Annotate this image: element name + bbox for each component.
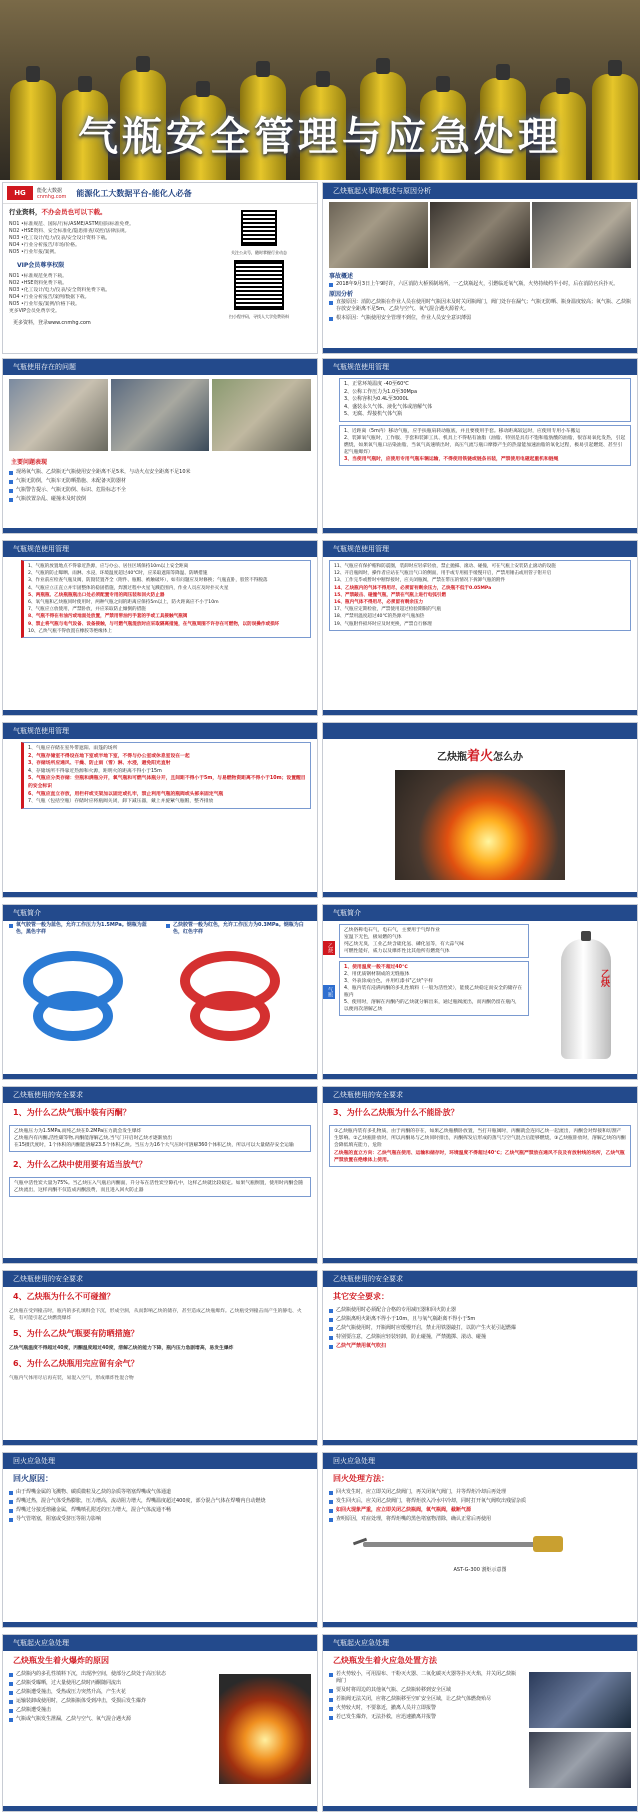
method-item: 要及时将周边的其他氧气瓶、乙炔瓶转移到安全区域 [336,1687,452,1693]
spec-item: 3、公称容积为0.4L至3000L [344,396,409,402]
answer: 气瓶中活性炭大量为75%。当乙炔压入气瓶后丙酮面，升分布在活性炭空隙孔中，这样乙炔就比较稳定。如果气瓶倒置，使用时丙酮会随乙炔流出，这样丙酮不仅造成丙酮浪费，而且进入回火防止器 [9,1177,311,1197]
vip-title: VIP会员尊享权限 [17,262,65,269]
firefighter-photo [529,1672,631,1728]
reason-item: 焊嘴过热，混合气体受热膨胀，压力增高，流动阻力增大，焊嘴温度超过400度，部分混合气体在焊嘴内自动燃烧 [16,1498,266,1504]
slide-accident [322,182,638,354]
cause-title: 乙炔瓶发生着火爆炸的原因 [13,1656,109,1665]
vip-item: NO3 •化工设计/电力/仪表/安全设计资料下载。 [9,236,111,241]
question: 1、为什么乙炔气瓶中装有丙酮？ [13,1108,131,1117]
reason-title: 回火原因： [13,1474,53,1483]
cause-item: 运输装卸或使用时，乙炔瓶瓶体受到冲击，受损后发生爆炸 [16,1698,147,1704]
cause-item: 根本原因：气瓶使用安全管理不到位，作业人员安全意识薄弱 [336,315,472,321]
act-title: 回火处理方法： [333,1474,389,1483]
torch-diagram [353,1528,607,1562]
act-item: 发生回火后，应关闭乙炔阀门，将焊炬放入冷水中冷却，同时打开氧气阀吹出残留杂质 [336,1498,527,1504]
vip-item: NO5 •行业年报/案例。 [9,250,59,255]
oxygen-hose-image [33,991,113,1041]
slide-acetylene-4 [322,1270,638,1446]
rule-item: 7、气瓶应立放使用，严禁卧放，并应采取防止倾倒的措施 [28,607,146,613]
spec-item: 1、正常环境温度 -40至60℃ [344,381,409,387]
usage-item: 3、外表涂成白色，并用红漆书"乙炔"字样 [344,979,434,984]
vip-item: NO3 •化工设计/电力/仪表/安全资料免费下载。 [9,288,111,293]
brand-logo-text: 能化大数据 [37,187,63,194]
rule-item: 5、两瓶瓶、乙炔瓶瓶瓶出口处必须配置专用的阀压装和回火防止器 [28,592,165,598]
acetylene-cylinder-image [561,939,611,1059]
slide-header: 回火应急处理 [323,1453,637,1469]
act-item: 回火发生时，应立即关闭乙炔阀门，再关闭氧气阀门，并等焊炬冷却后再处理 [336,1489,507,1495]
extra-title: 其它安全要求： [333,1292,389,1301]
cause-item: 气瓶或气瓶发生泄漏，乙炔与空气、氧气混合遇火源 [16,1716,132,1722]
slide-header: 乙炔瓶使用的安全要求 [3,1087,317,1103]
vip-item: NO5 •行业年报/案例/价格下载。 [9,302,80,307]
question: 4、乙炔瓶为什么不可碰撞？ [13,1292,115,1301]
usage-item: 2、用优质钢材制成的无缝瓶体 [344,972,410,977]
fire-photo [219,1674,311,1784]
answer: 乙炔瓶压力为1.5MPa,而纯乙炔在0.2MPa压力就会发生爆炸 乙炔瓶内有丙酮,活性碳等物,丙酮能溶解乙炔,当气门开启时乙炔才逐渐放出 在15摄氏度时，1个体积的丙酮能溶解23.5个体积乙炔。当压力为16个大气压时可溶解360个体积乙炔，所以可以大量储存安全运输 [9,1125,311,1152]
slide-header: 气瓶规范使用管理 [3,541,317,557]
vip-item: NO1 •标准规范、国际/行标/ASME/ASTM/国际标准免费。 [9,222,134,227]
storage-item: 5、气瓶应分类存储：空瓶和满瓶分开，氧气瓶和可燃气体瓶分开，且间距不得小于5m，与易燃物资距离不得小于10m；设置醒目的安全标识 [28,776,306,789]
extra-item: 乙炔气瓶使用时，开瓶阀时应缓慢开启，禁止用铁器敲打，以防产生火花引起燃爆 [336,1325,517,1331]
extra-item: 乙炔气严禁用氧气吹扫 [336,1343,387,1349]
slide-acetylene-3 [2,1270,318,1446]
brand-url: cnmhg.com [37,193,67,200]
rule-item: 9、禁止将气瓶与电气设备、设备接触，与可燃气瓶混放时应采取隔离措施，在气瓶周围不许存在可燃物，以防误操作或损坏 [28,621,280,627]
rule-item: 1、气瓶的放置地点不得靠近热源，应与办公、居住区域保持10m以上安全距离 [28,564,189,569]
reason-item: 焊嘴过分接近熔融金属，焊嘴喷孔附近的压力增大，混合气体流通不畅 [16,1507,172,1513]
rule-item: 16、瓶内气体不得用尽，必须留有剩余压力 [334,600,424,606]
slide-header: 乙炔瓶使用的安全要求 [323,1271,637,1287]
method-item: 若已发生爆炸，无法扑救，应迅速撤离并报警 [336,1714,437,1720]
pitch-highlight: 不办会员也可以下载。 [41,208,107,216]
cause-item: 乙炔瓶受曝晒，过大量使用乙炔时丙酮随同流出 [16,1680,122,1686]
slide-intro-acetylene [322,904,638,1080]
vip-item: NO2 •HSE资料、安全标准化/隐患排查/双控/法律法规。 [9,229,130,234]
slide-fire-emergency-1 [2,1634,318,1812]
spec-item: 4、盛装永久气体、液化气体或溶解气体 [344,403,433,410]
slide-header: 气瓶规范使用管理 [323,359,637,375]
slide-header: 气瓶起火应急处理 [3,1635,317,1651]
rule-item: 13、工作完毕或暂时中断焊接时，应关闭瓶阀，严禁在带压的情况下拆卸气瓶的附件 [334,578,506,584]
extra-item: 乙炔瓶使用时必须配合合格的专用减压器和回火防止器 [336,1307,457,1313]
answer: 气瓶内气体用尽后再充装，易混入空气，形成爆炸性混合物 [9,1376,134,1381]
slide-header: 气瓶规范使用管理 [3,723,317,739]
storage-item: 1、气瓶应存储在室外带遮阳、雨篷的场所 [28,746,118,751]
cause-item: 乙炔瓶内的多孔性填料下沉，出现净空间，使部分乙炔处于高压状态 [16,1671,167,1677]
method-item: 火势较大时，不要靠近，撤离人员并立即报警 [336,1705,437,1711]
storage-item: 2、气瓶存储室不得设在地下室或半地下室，不得与办公室或休息室设在一起 [28,753,190,759]
rule-item: 8、气瓶不得在有油污或地面处放置，严禁用带油污手套的手或工具接触气瓶阀 [28,614,188,620]
slide-usage-1 [322,358,638,534]
storage-item: 3、存储场所应通风、干燥、防止雨（雪）淋、水浸，避免阳光直射 [28,761,171,767]
cylinder-photo [529,1732,631,1788]
slide-header: 气瓶起火应急处理 [323,1635,637,1651]
problem-item: 气瓶放置杂乱、碰撞未及时放倒 [16,496,87,502]
question: 3、为什么乙炔瓶为什么不能卧放？ [333,1108,459,1117]
cause-label: 原因分析 [329,291,354,298]
answer: 乙炔气瓶温度不得超过40度，丙酮温度超过40度，溶解乙炔的能力下降，瓶内压力急剧增高，易发生爆炸 [9,1346,234,1351]
site-link[interactable]: 更多资料，登录www.cnmhg.com [13,320,91,326]
slide-header: 气瓶简介 [323,905,637,921]
diagram-label: AST-G-300 割炬示意图 [453,1567,507,1573]
question: 6、为什么乙炔瓶用完应留有余气？ [13,1359,139,1368]
acetylene-hose-image [190,991,270,1041]
answer: ①乙炔瓶内装有多孔物质，由于丙酮的存在，如果乙炔瓶横卧放置，当打开瓶阀时，丙酮就会连同乙炔一起流出，丙酮会对焊接和切割产生影响。②乙炔瓶卧放时，所以丙酮易与乙炔同时排出，丙酮挥发后形成的蒸气与空气混合后能够燃烧，③乙炔瓶卧放时，溶解乙炔的丙酮会降低填充能力，危险 [334,1129,626,1149]
slide-backfire-2 [322,1452,638,1628]
note-item: 1、近距离（5m内）移动气瓶，应手扶瓶肩转动瓶底，并且要使用手套。移动距离较远时，应使用专用小车搬运 [344,428,581,434]
slide-header: 气瓶使用存在的问题 [3,359,317,375]
slide-usage-2 [2,540,318,716]
qr-code-icon [234,260,284,310]
case-text: 2018年9月3日上午9时许，六区消防大桥预制场所，一乙炔瓶起火，引燃临近氧气瓶，火势持续约半小时，后在消防官兵扑灭。 [336,281,619,287]
slide-storage [2,722,318,898]
note-item: 3、当使用气瓶时，应使用专用气瓶车辆运输，不得使用铁链或链条吊装，严禁使用电磁起重机和链绳 [344,456,559,462]
method-item: 若瓶阀无法关闭，应将乙炔瓶移至空旷安全区域，让乙炔气体燃烧殆尽 [336,1696,492,1702]
platform-name: 能源化工大数据平台-能化人必备 [76,188,192,198]
cause-item: 直接原因：消防乙炔瓶在作业人员在使用时气瓶因未及时关闭瓶阀门，阀门处存在漏气；气瓶无防晒、瓶身温度较高；氧气瓶、乙炔瓶存放安全距离不足5m，乙炔与空气、氧气混合遇火源着火。 [336,299,632,312]
vip-item: NO2 •HSE资料免费下载。 [9,281,68,286]
cause-item: 乙炔瓶遭受撞击，受热或压力突然升高，产生火花 [16,1689,127,1695]
rule-item: 11、气瓶应有保护帽和防震圈，装卸时应轻拿轻放，禁止抛掷、滚动、碰撞，可在气瓶上安装防止滚动的设施 [334,564,556,569]
site-photo [9,379,108,451]
slide-backfire-1 [2,1452,318,1628]
slide-header: 乙炔瓶起火事故概述与原因分析 [323,183,637,199]
usage-item: 5、使用时，溶解在丙酮内的乙炔就分解出来，通过瓶阀流出，而丙酮仍留在瓶内，以便再次溶解乙炔 [344,1000,520,1012]
answer: 乙炔瓶在受到撞击时，瓶内的多孔填料会下沉，形成空洞，从而影响乙炔的储存，甚至造成乙炔瓶爆炸。乙炔瓶受到撞击而产生的静电、火花，有可能引起乙炔燃烧爆炸 [9,1309,302,1321]
rule-item: 14、乙炔瓶内的气体不得用尽，必须留有剩余压力，乙炔瓶不低于0.05MPa [334,585,492,591]
oxygen-hose-text: 氧气胶管一般为蓝色，允许工作压力为1.5MPa。钢瓶为蓝色，黑色字样 [16,922,147,935]
rule-item: 4、气瓶应立正直立并牢固整体的稳固措施，焊割过程中火星飞溅范围内，作业人员应及时扑灭火星 [28,585,229,591]
cylinder-label: 乙炔 [599,969,609,987]
rule-item: 6、氧气瓶和乙炔瓶同时使用时，两种气瓶之间的距离应保持5m以上，防火距离应不小于10m [28,600,219,606]
acetylene-hose-text: 乙炔胶管一般为红色，允许工作压力为0.3MPa。钢瓶为白色，红色字样 [173,922,304,935]
answer-highlight: 乙炔瓶的直立方向：乙炔气瓶在使用、运输和储存时，环境温度不得超过40℃；乙炔气瓶严禁放在通风不良及有放射线的场所，乙炔气瓶严禁放置在绝缘体上使用。 [334,1150,625,1163]
act-item: 查明原因，对症处理，将焊炬嘴的黑色堵塞物清除，确认正常后再使用 [336,1516,492,1522]
qr-caption: 扫小程序码，寻找人大学免费资料 [229,314,289,319]
qr-code-icon [241,210,277,246]
fire-title: 乙炔瓶着火怎么办 [436,749,523,764]
accident-photo [532,202,631,268]
method-title: 乙炔瓶发生着火应急处置方法 [333,1656,437,1665]
act-item: 如回火现象严重，应立即关闭乙炔瓶阀，氧气瓶阀，截断气源 [336,1507,472,1513]
logo-icon: HG [7,186,33,200]
storage-item: 7、气瓶（包括空瓶）存储时应将瓶阀关闭，卸下减压器，戴上并旋紧气瓶帽，整齐排放 [28,799,214,805]
intro-item: 可燃性能好，威力以及爆炸性比其他所有燃烧气体 [344,949,450,954]
note-item: 2、装卸氧气瓶时，工作服、手套和装卸工具、机具上不得粘有油脂（油脂、特别是具有不饱和脂肪酸的油脂，很容易氧化发热，引起燃烧，如果氧气瓶口沾染油脂，当氧气高速喷出时，高压气流与瓶口摩擦产生的热量能加速油脂的氧化过程，极易引起燃烧、甚至引起气瓶爆炸） [344,435,626,455]
rule-item: 19、气瓶附件损坏时应及时更换，严禁自行修理 [334,621,432,627]
storage-item: 4、存储场所不得靠近热源和火源，距明火的距离不得小于15m [28,768,162,774]
side-tag: 乙炔 [323,941,335,955]
problems-title: 主要问题表现 [11,459,48,466]
slide-usage-3 [322,540,638,716]
rule-item: 12、开启瓶阀时，操作者应站在气瓶出气口的侧面，用手或专用扳手缓慢开启，严禁用锤击或用管子钳开启 [334,571,552,577]
storage-item: 6、气瓶应直立存放，用栏杆或支架加以固定或扎牢，禁止利用气瓶的瓶阀或头部来固定气瓶 [28,791,224,797]
slide-acetylene-2 [322,1086,638,1264]
slide-header: 气瓶简介 [3,905,317,921]
accident-photo [430,202,529,268]
problem-item: 气瓶无防倒，气瓶车无防晒措施、未配备灭防器材 [16,478,127,484]
slide-fire [322,722,638,898]
intro-item: 室温下无色，极易燃的气体 [344,935,402,940]
site-photo [212,379,311,451]
fire-photo [395,770,565,880]
page-title: 气瓶安全管理与应急处理 [78,114,562,160]
hero-banner [0,0,640,180]
rule-item: 2、气瓶的防止曝晒、雨淋、水浸，环境温度超过40℃时，应采取遮阳等降温、防晒措施 [28,571,208,577]
problem-item: 现场氧气瓶、乙炔瓶无气瓶使用安全距离不足5米，与动火点安全距离不足10米 [16,469,191,475]
slide-intro-hoses [2,904,318,1080]
usage-item: 1、使用温度一般不超过40℃ [344,965,408,970]
reason-item: 导气管堵塞，阻塞或受挤压等阻力影响 [16,1516,102,1522]
intro-text: 乙炔俗称电石气，电石气，主要用于气焊作业 [344,928,440,933]
brand-panel [2,182,318,354]
rule-item: 18、严禁用温度超过40℃的热源对气瓶加热 [334,614,425,620]
slide-fire-emergency-2 [322,1634,638,1812]
vip-item: NO4 •行业分析报告/市场/价格。 [9,243,80,248]
qr-caption: 关注公众号，随时掌握行业动态 [231,250,287,255]
rule-item: 15、严禁敲击、碰撞气瓶，严禁在气瓶上进行电弧引燃 [334,592,447,598]
extra-item: 特别要注意，乙炔瓶应轻装轻卸，防止碰撞，严禁抛掷、滚动、碰撞 [336,1334,487,1340]
slide-acetylene-1 [2,1086,318,1264]
reason-item: 由于焊嘴金属的飞溅物、碳质微粒及乙炔的杂质等堵塞焊嘴或气体通道 [16,1489,172,1495]
extra-item: 乙炔瓶离明火距离不得小于10m，且与氧气瓶距离不得小于5m [336,1316,476,1322]
problem-item: 气瓶警告提示、气瓶无防倒、标识、危险标志不全 [16,487,127,493]
site-photo [111,379,210,451]
vip-item: 更多VIP会员免费享受。 [9,309,60,314]
case-label: 事故概述 [329,273,354,280]
vip-item: NO4 •行业分析报告/案例/数据下载。 [9,295,90,300]
vip-item: NO1 •标准规范免费下载。 [9,274,67,279]
intro-item: 纯乙炔无臭，工业乙炔含硫化氢、磷化氢等，有大蒜气味 [344,942,464,947]
usage-item: 4、瓶内装有浸满丙酮的多孔性填料（一般为活性炭），能使乙炔稳定而安全的储存在瓶内 [344,986,523,998]
rule-item: 3、作业前应检查气瓶及阀，防毁装置齐全（附件、瓶帽、被触破坏），如有问题应及时修换；气瓶直卧，股管不得脱落 [28,578,268,584]
question: 5、为什么乙炔气瓶要有防晒措施？ [13,1329,139,1338]
method-item: 若火势较小，可用湿布、干粉灭火器、二氧化碳灭火器等扑灭火焰，并关闭乙炔瓶阀门 [336,1671,517,1684]
spec-item: 2、公称工作压力为1.0至30Mpa [344,388,418,395]
question: 2、为什么乙炔中使用要有适当放气？ [13,1160,147,1169]
accident-photo [329,202,428,268]
cause-item: 乙炔瓶遭受撞击 [16,1707,52,1713]
slide-header: 乙炔瓶使用的安全要求 [3,1271,317,1287]
pitch-text: 行业资料， [9,208,42,216]
rule-item: 17、气瓶应定期检验，严禁使用超过检验期限的气瓶 [334,607,441,613]
spec-item: 5、无腐、焊接机气体气瓶 [344,411,403,417]
slide-header: 气瓶规范使用管理 [323,541,637,557]
slide-header: 回火应急处理 [3,1453,317,1469]
slide-problems [2,358,318,534]
rule-item: 10、乙炔气瓶不得放置在橡胶等绝缘体上 [28,628,112,634]
side-tag: 气瓶 [323,985,335,999]
slide-header: 乙炔瓶使用的安全要求 [323,1087,637,1103]
